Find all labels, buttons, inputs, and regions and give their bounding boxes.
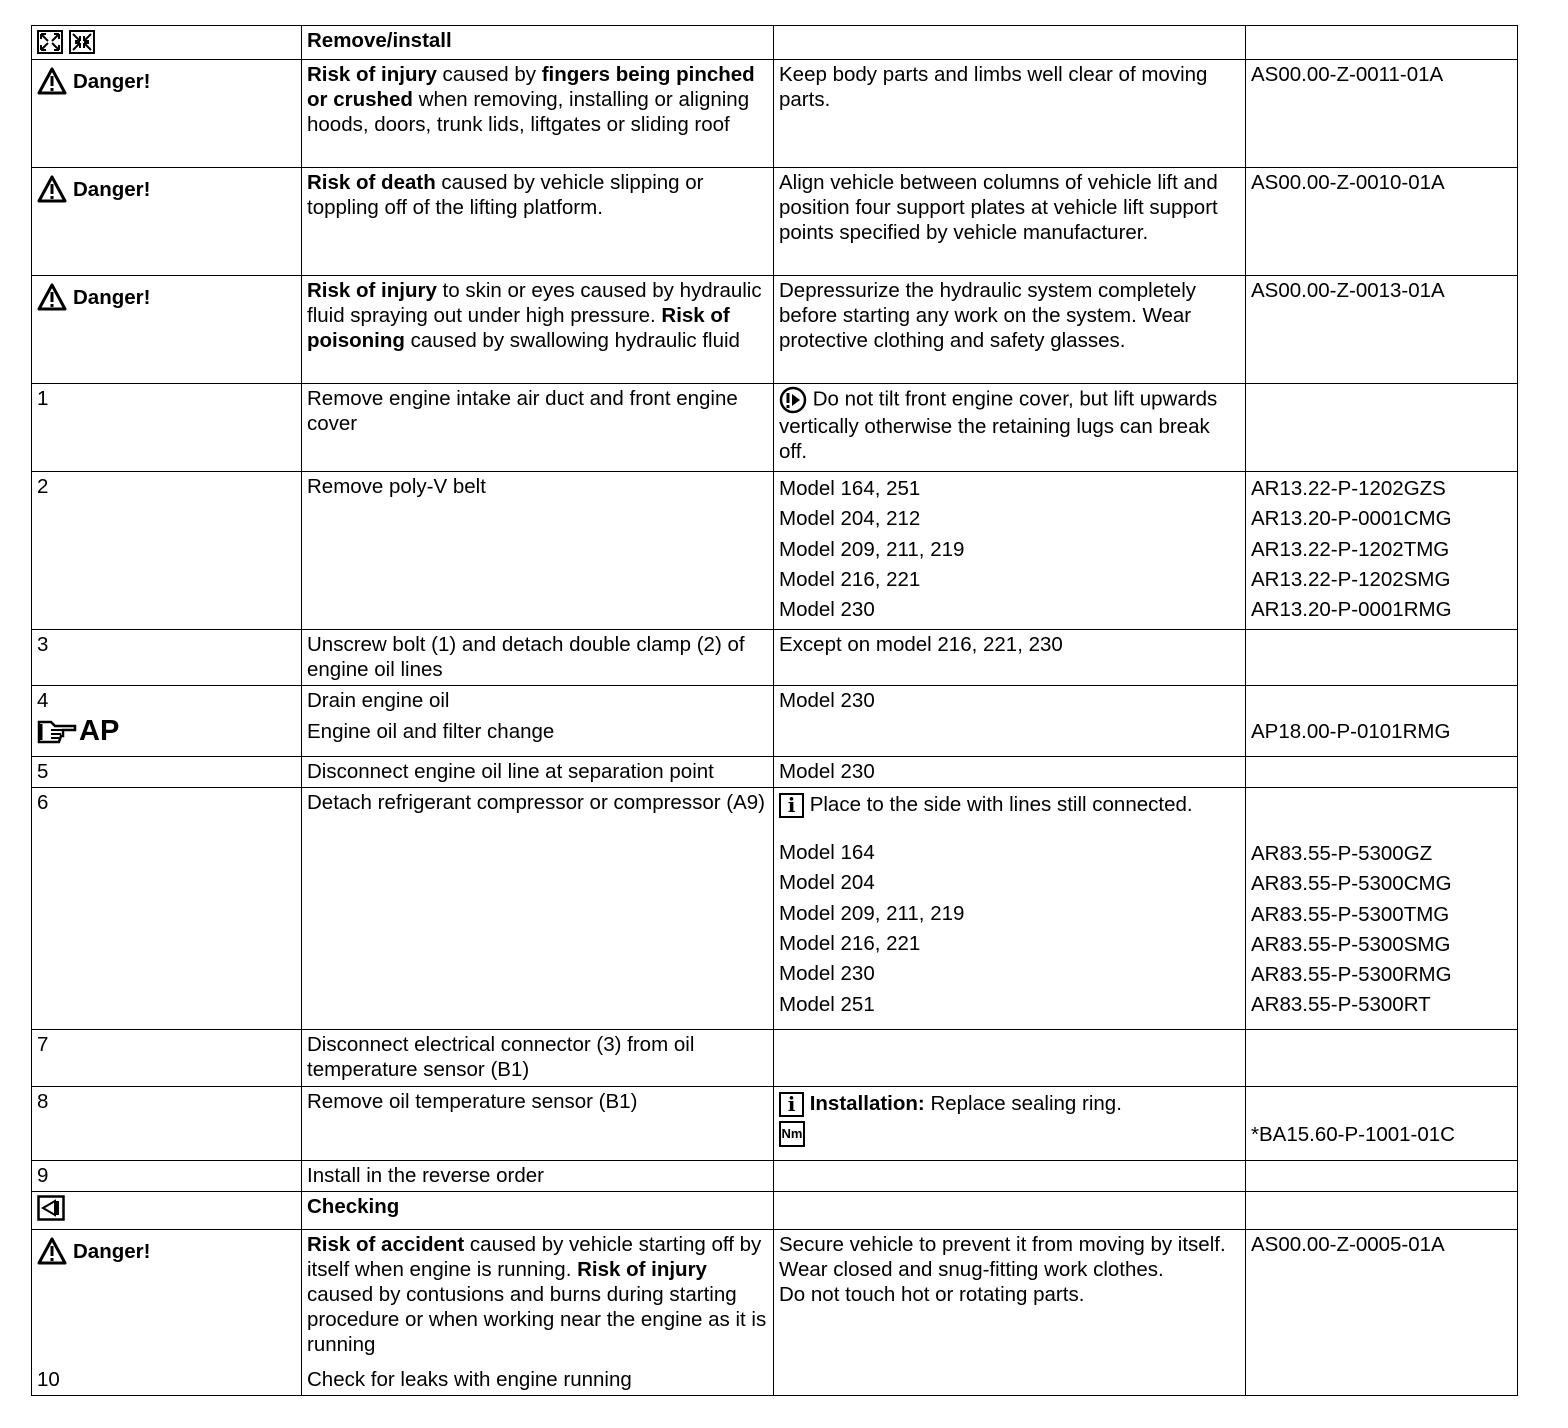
section-title: Remove/install [302, 26, 774, 60]
reference-link[interactable]: AR13.20-P-0001RMG [1251, 598, 1452, 622]
step-text: Detach refrigerant compressor or compressor (A9) [302, 788, 774, 1030]
step-row [32, 630, 1518, 686]
install-icon [69, 30, 95, 54]
step-number: 4 [37, 689, 49, 712]
step-row [32, 1087, 1518, 1161]
warning-icon [37, 67, 67, 95]
step-row [32, 472, 1518, 630]
ap-text: Engine oil and filter change [307, 720, 555, 743]
danger-description: Risk of accident caused by vehicle starting off by itself when engine is running. Risk of injury caused by contusions and burns during starting procedure or when working near the engine as it is running [307, 1233, 767, 1356]
info-note: i Installation: Replace sealing ring. [779, 1091, 1240, 1117]
danger-measure: Depressurize the hydraulic system completely before starting any work on the system. Wear protective clothing and safety glasses. [774, 276, 1246, 384]
step-text: Remove poly-V belt [302, 472, 774, 630]
danger-label: Danger! [37, 175, 296, 203]
danger-row [32, 168, 1518, 276]
model-item: Model 204 [779, 871, 875, 895]
ap-reference: AP [37, 715, 296, 747]
danger-description: Risk of injury caused by fingers being pinched or crushed when removing, installing or aligning hoods, doors, trunk lids, liftgates or sliding roof [302, 60, 774, 168]
danger-row [32, 60, 1518, 168]
reference-link[interactable]: AP18.00-P-0101RMG [1251, 720, 1451, 743]
step-row [32, 757, 1518, 788]
model-item: Model 204, 212 [779, 507, 921, 531]
warning-icon [37, 1237, 67, 1265]
danger-row [32, 1230, 1518, 1396]
pointing-hand-icon [37, 718, 77, 744]
step-note: Do not tilt front engine cover, but lift upwards vertically otherwise the retaining lugs can break off. [774, 384, 1246, 472]
reference-link[interactable]: *BA15.60-P-1001-01C [1251, 1123, 1455, 1146]
step-number: 3 [32, 630, 302, 686]
model-item: Model 164 [779, 841, 875, 865]
info-note: i Place to the side with lines still connected. [779, 792, 1240, 818]
procedure-table [31, 25, 1518, 1396]
model-item: Model 230 [779, 962, 875, 986]
step-row [32, 1161, 1518, 1192]
danger-measure: Align vehicle between columns of vehicle lift and position four support plates at vehicle lift support points specified by vehicle manufacturer. [774, 168, 1246, 276]
step-number: 7 [32, 1030, 302, 1087]
step-text: Disconnect engine oil line at separation point [302, 757, 774, 788]
danger-description: Risk of death caused by vehicle slipping or toppling off of the lifting platform. [302, 168, 774, 276]
step-number: 9 [32, 1161, 302, 1192]
reference-link[interactable]: AS00.00-Z-0010-01A [1246, 168, 1518, 276]
step-number: 5 [32, 757, 302, 788]
warning-icon [37, 283, 67, 311]
torque-icon: Nm [779, 1121, 805, 1147]
model-item: Model 216, 221 [779, 931, 921, 955]
reference-link[interactable]: AR13.22-P-1202TMG [1251, 537, 1450, 561]
remove-icon [37, 30, 63, 54]
step-number: 6 [32, 788, 302, 1030]
warning-icon [37, 175, 67, 203]
step-number: 1 [32, 384, 302, 472]
step-row [32, 1030, 1518, 1087]
section-title: Checking [302, 1192, 774, 1230]
model-list [774, 472, 1246, 630]
checking-icon [37, 1195, 65, 1221]
step-note: Model 230 [774, 757, 1246, 788]
model-item: Model 251 [779, 992, 875, 1016]
reference-link[interactable]: AR83.55-P-5300CMG [1251, 872, 1452, 896]
step-text: Remove engine intake air duct and front engine cover [302, 384, 774, 472]
step-note: Except on model 216, 221, 230 [774, 630, 1246, 686]
checking-row [32, 1192, 1518, 1230]
reference-link[interactable]: AS00.00-Z-0011-01A [1246, 60, 1518, 168]
step-text: Drain engine oil [307, 689, 450, 712]
step-number: 2 [32, 472, 302, 630]
step-row [32, 384, 1518, 472]
reference-link[interactable]: AR83.55-P-5300TMG [1251, 902, 1450, 926]
step-text: Check for leaks with engine running [307, 1368, 632, 1391]
model-item: Model 230 [779, 598, 875, 622]
danger-label: Danger! [37, 1237, 296, 1265]
danger-description: Risk of injury to skin or eyes caused by hydraulic fluid spraying out under high pressure. Risk of poisoning caused by swallowing hydraulic fluid [302, 276, 774, 384]
model-item: Model 216, 221 [779, 567, 921, 591]
reference-link[interactable]: AR83.55-P-5300SMG [1251, 932, 1451, 956]
danger-label: Danger! [37, 283, 296, 311]
danger-measure: Secure vehicle to prevent it from moving by itself. Wear closed and snug-fitting work clothes. Do not touch hot or rotating parts. [774, 1230, 1246, 1396]
caution-icon [779, 386, 807, 414]
danger-label: Danger! [37, 67, 296, 95]
step-row [32, 788, 1518, 1030]
reference-link[interactable]: AR83.55-P-5300RT [1251, 993, 1431, 1017]
info-icon: i [779, 1092, 804, 1117]
reference-link[interactable]: AR13.22-P-1202SMG [1251, 567, 1451, 591]
header-row [32, 26, 1518, 60]
danger-measure: Keep body parts and limbs well clear of moving parts. [774, 60, 1246, 168]
step-text: Unscrew bolt (1) and detach double clamp (2) of engine oil lines [302, 630, 774, 686]
step-text: Install in the reverse order [302, 1161, 774, 1192]
step-text: Remove oil temperature sensor (B1) [302, 1087, 774, 1161]
model-item: Model 209, 211, 219 [779, 537, 965, 561]
step-note: Model 230 [774, 686, 1246, 757]
reference-link[interactable]: AR13.20-P-0001CMG [1251, 507, 1452, 531]
info-icon: i [779, 793, 804, 818]
reference-link[interactable]: AR83.55-P-5300RMG [1251, 963, 1452, 987]
step-number: 10 [37, 1368, 60, 1391]
danger-row [32, 276, 1518, 384]
reference-list [1246, 472, 1518, 630]
reference-link[interactable]: AR13.22-P-1202GZS [1251, 477, 1446, 500]
model-item: Model 164, 251 [779, 477, 921, 500]
step-number: 8 [32, 1087, 302, 1161]
step-row [32, 686, 1518, 757]
model-item: Model 209, 211, 219 [779, 901, 965, 925]
reference-link[interactable]: AS00.00-Z-0013-01A [1246, 276, 1518, 384]
reference-link[interactable]: AR83.55-P-5300GZ [1251, 842, 1433, 865]
reference-link[interactable]: AS00.00-Z-0005-01A [1246, 1230, 1518, 1396]
step-text: Disconnect electrical connector (3) from oil temperature sensor (B1) [302, 1030, 774, 1087]
